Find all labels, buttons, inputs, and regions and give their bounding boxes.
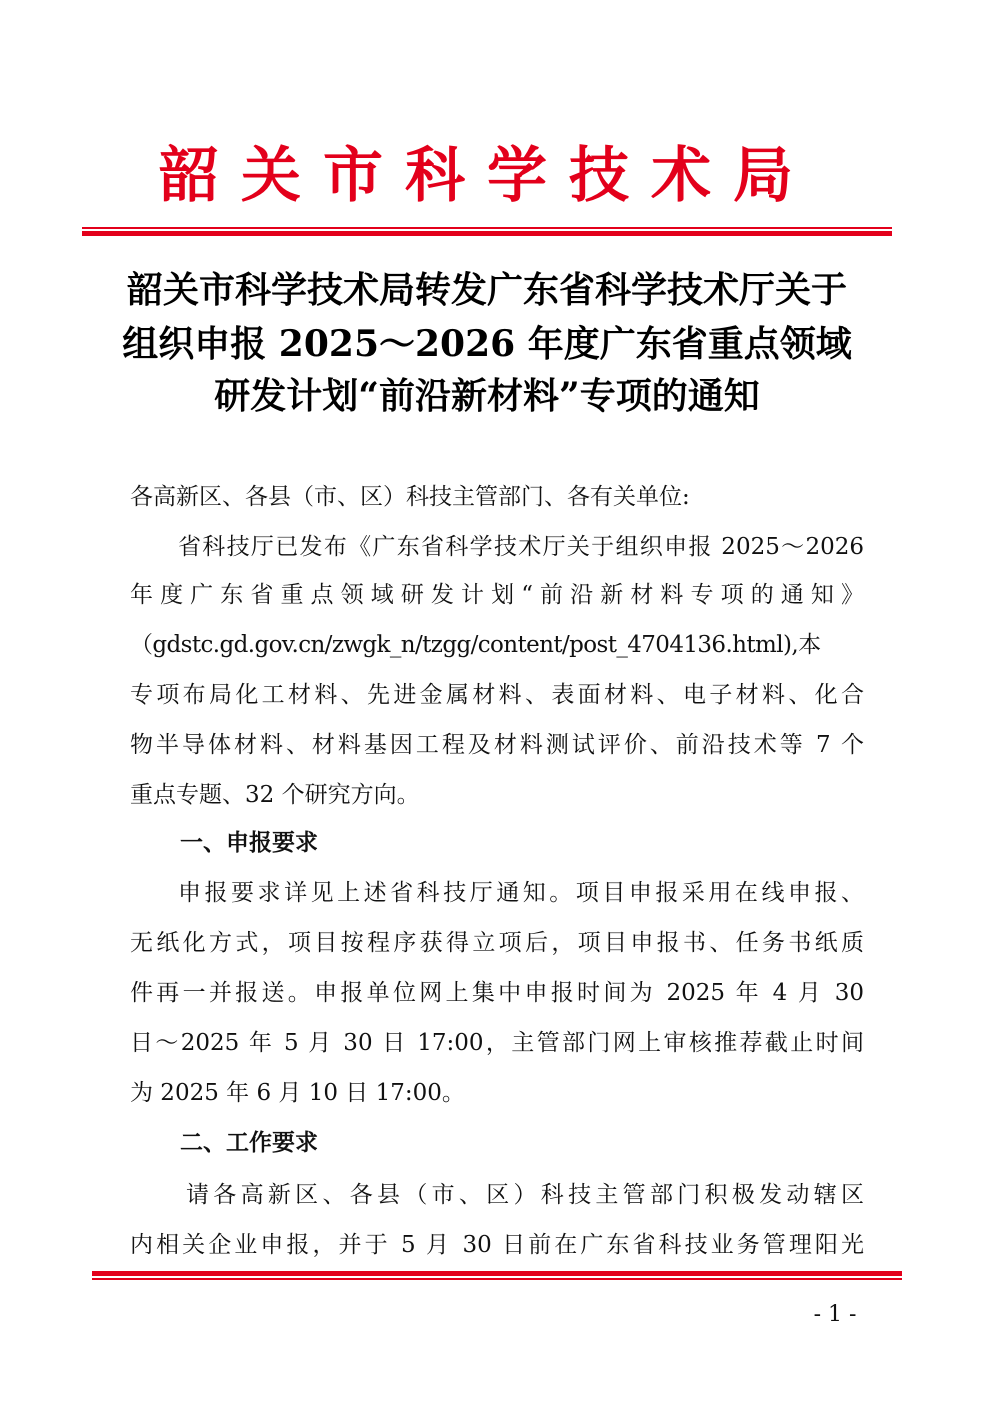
paragraph-line: 年度广东省重点领域研发计划“前沿新材料专项的通知》 — [130, 582, 864, 608]
footer-rule-thin — [92, 1278, 902, 1280]
paragraph-line: 物半导体材料、材料基因工程及材料测试评价、前沿技术等 7 个 — [130, 732, 864, 758]
page-number: - 1 - — [813, 1302, 857, 1327]
footer-rule-thick — [92, 1271, 902, 1276]
paragraph-line: 省科技厅已发布《广东省科学技术厅关于组织申报 2025～2026 — [178, 534, 864, 560]
document-title-line-2: 组织申报 2025～2026 年度广东省重点领域 — [122, 323, 852, 365]
paragraph-line: 件再一并报送。申报单位网上集中申报时间为 2025 年 4 月 30 — [130, 980, 864, 1006]
paragraph-line: 无纸化方式，项目按程序获得立项后，项目申报书、任务书纸质 — [130, 930, 864, 956]
document-title-line-3: 研发计划“前沿新材料”专项的通知 — [214, 375, 760, 417]
section-heading-2: 二、工作要求 — [180, 1130, 318, 1156]
document-title-line-1: 韶关市科学技术局转发广东省科学技术厅关于 — [126, 269, 847, 311]
paragraph-line: 申报要求详见上述省科技厅通知。项目申报采用在线申报、 — [178, 880, 864, 906]
paragraph-line-url: （gdstc.gd.gov.cn/zwgk_n/tzgg/content/post_4704136.html),本 — [130, 632, 821, 658]
paragraph-line: 为 2025 年 6 月 10 日 17:00。 — [130, 1080, 465, 1106]
paragraph-line: 专项布局化工材料、先进金属材料、表面材料、电子材料、化合 — [130, 682, 864, 708]
letterhead-rule-thin — [82, 227, 892, 229]
letterhead-title: 韶关市科学技术局 — [159, 141, 815, 211]
paragraph-line: 日～2025 年 5 月 30 日 17:00，主管部门网上审核推荐截止时间 — [130, 1030, 864, 1056]
letterhead-rule-thick — [82, 231, 892, 236]
paragraph-line: 内相关企业申报，并于 5 月 30 日前在广东省科技业务管理阳光 — [130, 1232, 864, 1258]
salutation: 各高新区、各县（市、区）科技主管部门、各有关单位: — [130, 484, 690, 510]
paragraph-line: 重点专题、32 个研究方向。 — [130, 782, 420, 808]
paragraph-line: 请各高新区、各县（市、区）科技主管部门积极发动辖区 — [186, 1182, 864, 1208]
section-heading-1: 一、申报要求 — [180, 830, 318, 856]
